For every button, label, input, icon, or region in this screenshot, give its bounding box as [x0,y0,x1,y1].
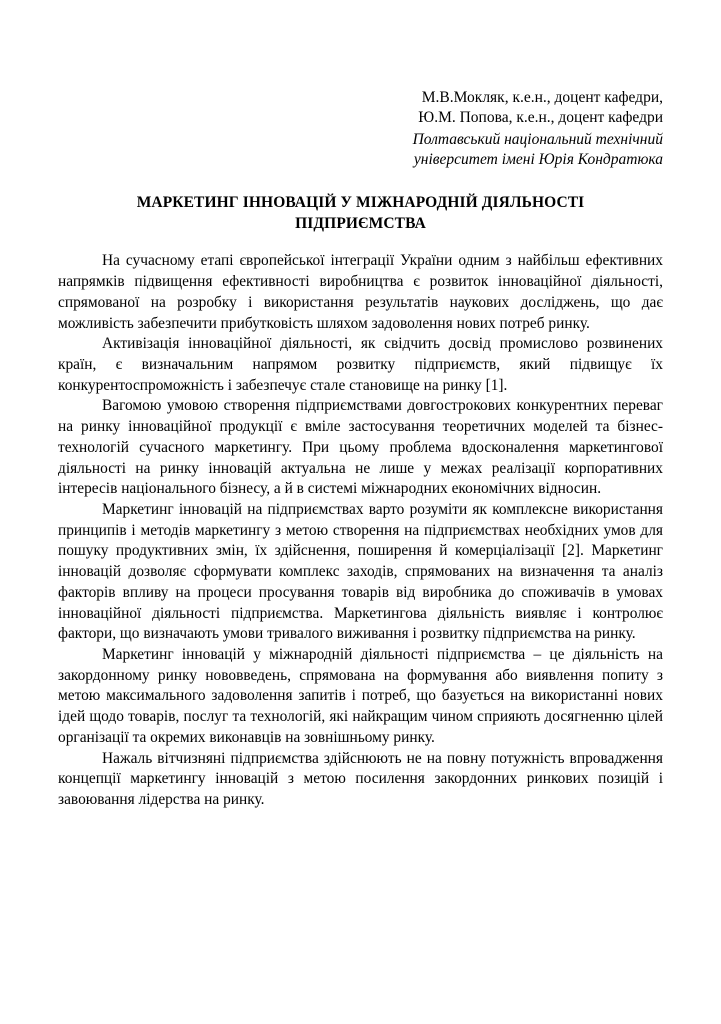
paragraph: Нажаль вітчизняні підприємства здійснюють не на повну потужність впровадження концепції маркетингу інновацій з метою посилення закордонних ринкових позицій і завоювання лідерства на ринку. [58,749,663,809]
affiliation-block [58,130,663,171]
affiliation-line: Полтавський національний технічний [412,130,663,148]
affiliation-line: університет імені Юрія Кондратюка [413,151,663,169]
paragraph: Маркетинг інновацій на підприємствах варто розуміти як комплексне використання принципів і методів маркетингу з метою створення на підприємствах необхідних умов для пошуку продуктивних змін, їх здійснення, поширення й комерціалізації [2]. Маркетинг інновацій дозволяє сформувати комплекс заходів, спрямованих на визначення та аналіз факторів впливу на процеси просування товарів від виробника до споживачів в умовах інноваційної діяльності підприємства. Маркетингова діяльність виявляє і контролює фактори, що визначають умови тривалого виживання і розвитку підприємства на ринку. [58,500,663,643]
title-line: МАРКЕТИНГ ІННОВАЦІЙ У МІЖНАРОДНІЙ ДІЯЛЬНОСТІ [136,193,585,211]
paragraph: Активізація інноваційної діяльності, як свідчить досвід промислово розвинених країн, є визначальним напрямом розвитку підприємств, який підвищує їх конкурентоспроможність і забезпечує стале становище на ринку [1]. [58,335,663,394]
paragraph: Вагомою умовою створення підприємствами довгострокових конкурентних переваг на ринку інноваційної продукції є вміле застосування теоретичних моделей та бізнес-технологій сучасного маркетингу. При цьому проблема вдосконалення маркетингової діяльності на ринку інновацій актуальна не лише у межах реалізації корпоративних інтересів національного бізнесу, а й в системі міжнародних економічних відносин. [58,397,663,498]
authors-block [58,88,663,129]
title-line: ПІДПРИЄМСТВА [295,214,426,232]
paragraph: Маркетинг інновацій у міжнародній діяльності підприємства – це діяльність на закордонному ринку нововведень, спрямована на формування або виявлення попиту з метою максимального задоволення запитів і потреб, що базується на використанні нових ідей щодо товарів, послуг та технологій, які найкращим чином сприяють досягненню цілей організації та окремих виконавців на зовнішньому ринку. [58,646,663,746]
page-title [58,193,663,235]
author-line: М.В.Мокляк, к.е.н., доцент кафедри, [421,89,663,106]
paragraph: На сучасному етапі європейської інтеграції України одним з найбільш ефективних напрямків підвищення ефективності виробництва є розвиток інноваційної діяльності, спрямованої на розробку і використання результатів наукових досліджень, що дає можливість забезпечити прибутковість шляхом задоволення нових потреб ринку. [58,252,663,332]
author-line: Ю.М. Попова, к.е.н., доцент кафедри [418,109,663,127]
body-text [58,251,663,810]
